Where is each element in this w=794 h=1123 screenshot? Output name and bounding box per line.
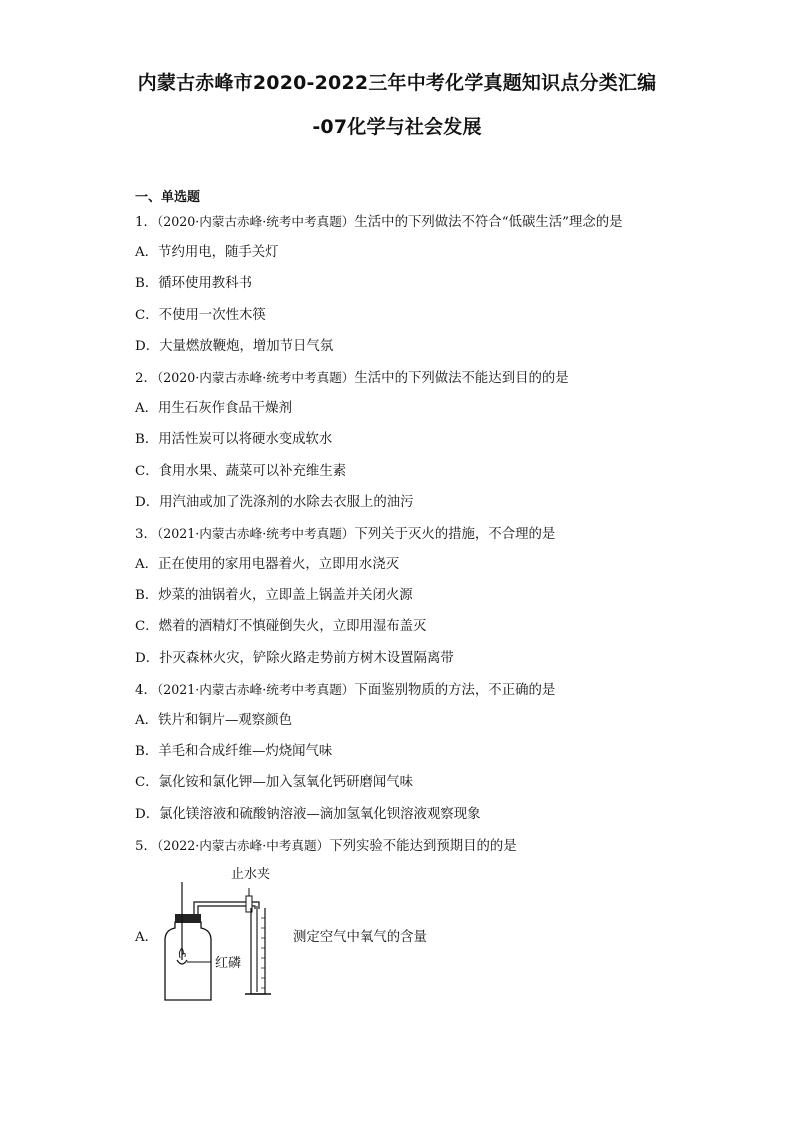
- question-number: 3．: [135, 526, 157, 542]
- question-text: 生活中的下列做法不能达到目的的是: [354, 370, 569, 386]
- question-stem: [135, 523, 695, 554]
- option-a: A．正在使用的家用电器着火，立即用水浇灭: [135, 557, 400, 573]
- question-stem: [135, 679, 695, 710]
- question-source: （2021·内蒙古赤峰·统考中考真题）: [156, 681, 355, 697]
- title-line-1: 内蒙古赤峰市2020-2022三年中考化学真题知识点分类汇编: [137, 72, 657, 94]
- question-text: 下列实验不能达到预期目的的是: [329, 838, 517, 854]
- question-number: 2．: [135, 370, 157, 386]
- figure-caption: 测定空气中氧气的含量: [293, 930, 427, 945]
- question-source: （2020·内蒙古赤峰·统考中考真题）: [156, 369, 355, 385]
- option-d: D．大量燃放鞭炮，增加节日气氛: [135, 338, 334, 354]
- question-number: 4．: [135, 682, 157, 698]
- rubber-stopper: [175, 914, 201, 923]
- question-stem: [135, 211, 695, 242]
- option-b: B．炒菜的油锅着火，立即盖上锅盖并关闭火源: [135, 588, 413, 604]
- combustion-spoon: [177, 960, 187, 964]
- option-b: B．循环使用教科书: [135, 276, 252, 292]
- question-text: 生活中的下列做法不符合“低碳生活”理念的是: [354, 215, 623, 230]
- bottle-shape: [165, 922, 211, 1000]
- option-a: A．节约用电，随手关灯: [135, 245, 279, 261]
- section-heading: 一、单选题: [135, 190, 201, 205]
- question-number: 1．: [135, 215, 157, 230]
- graduated-cylinder: [251, 908, 265, 994]
- option-b: B．用活性炭可以将硬水变成软水: [135, 432, 333, 448]
- option-c: C．食用水果、蔬菜可以补充维生素: [135, 463, 347, 479]
- question-list: [135, 211, 695, 866]
- question-text: 下列关于灭火的措施，不合理的是: [354, 526, 556, 542]
- question-stem: [135, 367, 695, 398]
- option-d: D．用汽油或加了洗涤剂的水除去衣服上的油污: [135, 494, 414, 510]
- experiment-figure: [135, 862, 515, 1012]
- question-source: （2022·内蒙古赤峰·中考真题）: [156, 837, 330, 853]
- title-line-2: -07化学与社会发展: [312, 116, 482, 138]
- option-c: C．不使用一次性木筷: [135, 307, 266, 323]
- question-source: （2021·内蒙古赤峰·统考中考真题）: [156, 525, 355, 541]
- option-d: D．氯化镁溶液和硫酸钠溶液—滴加氢氧化钡溶液观察现象: [135, 806, 481, 822]
- option-a: A．铁片和铜片—观察颜色: [135, 713, 292, 728]
- clamp-label: 止水夹: [231, 867, 271, 882]
- question-text: 下面鉴别物质的方法，不正确的是: [354, 682, 556, 698]
- option-a: A．用生石灰作食品干燥剂: [135, 401, 292, 417]
- option-d: D．扑灭森林火灾，铲除火路走势前方树木设置隔离带: [135, 650, 454, 666]
- cylinder-ticks: [261, 918, 265, 988]
- option-c: C．氯化铵和氯化钾—加入氢氧化钙研磨闻气味: [135, 775, 414, 791]
- question-number: 5．: [135, 838, 157, 854]
- question-source: （2020·内蒙古赤峰·统考中考真题）: [156, 214, 355, 229]
- figure-option-label: A．: [135, 930, 159, 945]
- oxygen-measurement-apparatus: [153, 862, 293, 1012]
- phosphorus-label: 红磷: [215, 956, 242, 971]
- option-b: B．羊毛和合成纤维—灼烧闻气味: [135, 744, 333, 760]
- option-c: C．燃着的酒精灯不慎碰倒失火，立即用湿布盖灭: [135, 619, 427, 635]
